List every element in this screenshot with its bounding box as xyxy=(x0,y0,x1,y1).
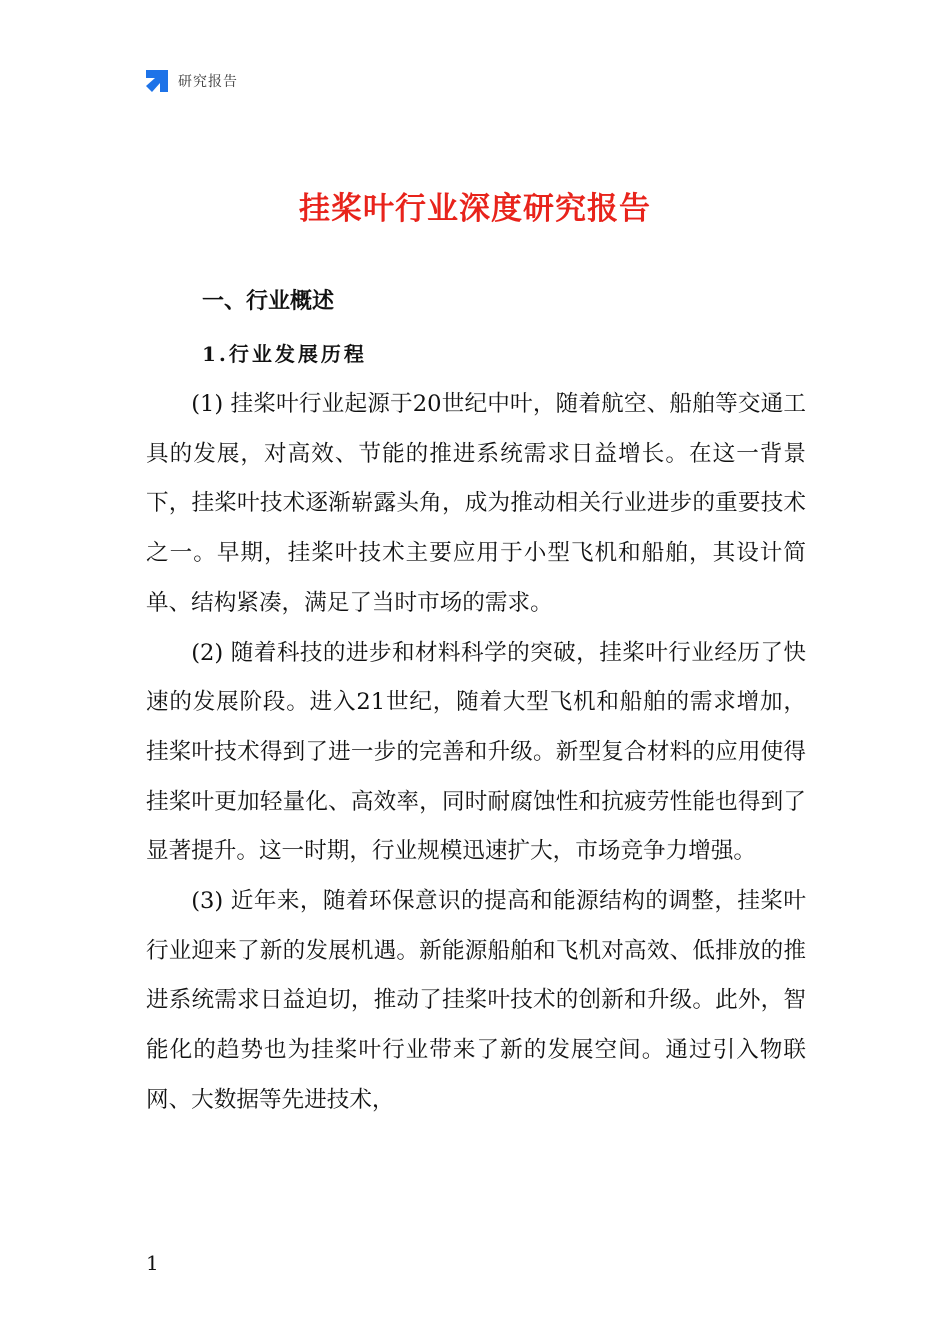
subsection-heading: 1.行业发展历程 xyxy=(202,342,367,366)
report-header xyxy=(144,68,238,94)
header-label: 研究报告 xyxy=(178,74,238,90)
paragraph-2: (2) 随着科技的进步和材料科学的突破，挂桨叶行业经历了快速的发展阶段。进入21世纪，随着大型飞机和船舶的需求增加，挂桨叶技术得到了进一步的完善和升级。新型复合材料的应用使得挂桨叶更加轻量化、高效率，同时耐腐蚀性和抗疲劳性能也得到了显著提升。这一时期，行业规模迅速扩大，市场竞争力增强。 xyxy=(146,639,806,865)
page-number: 1 xyxy=(146,1251,159,1275)
arrow-up-right-icon xyxy=(144,68,170,94)
section-heading: 一、行业概述 xyxy=(202,289,335,314)
paragraph-1: (1) 挂桨叶行业起源于20世纪中叶，随着航空、船舶等交通工具的发展，对高效、节能的推进系统需求日益增长。在这一背景下，挂桨叶技术逐渐崭露头角，成为推动相关行业进步的重要技术之一。早期，挂桨叶技术主要应用于小型飞机和船舶，其设计简单、结构紧凑，满足了当时市场的需求。 xyxy=(146,391,806,616)
document-title: 挂桨叶行业深度研究报告 xyxy=(299,191,651,227)
body-text xyxy=(146,380,806,1126)
paragraph-3: (3) 近年来，随着环保意识的提高和能源结构的调整，挂桨叶行业迎来了新的发展机遇。新能源船舶和飞机对高效、低排放的推进系统需求日益迫切，推动了挂桨叶技术的创新和升级。此外，智能化的趋势也为挂桨叶行业带来了新的发展空间。通过引入物联网、大数据等先进技术， xyxy=(146,888,806,1113)
